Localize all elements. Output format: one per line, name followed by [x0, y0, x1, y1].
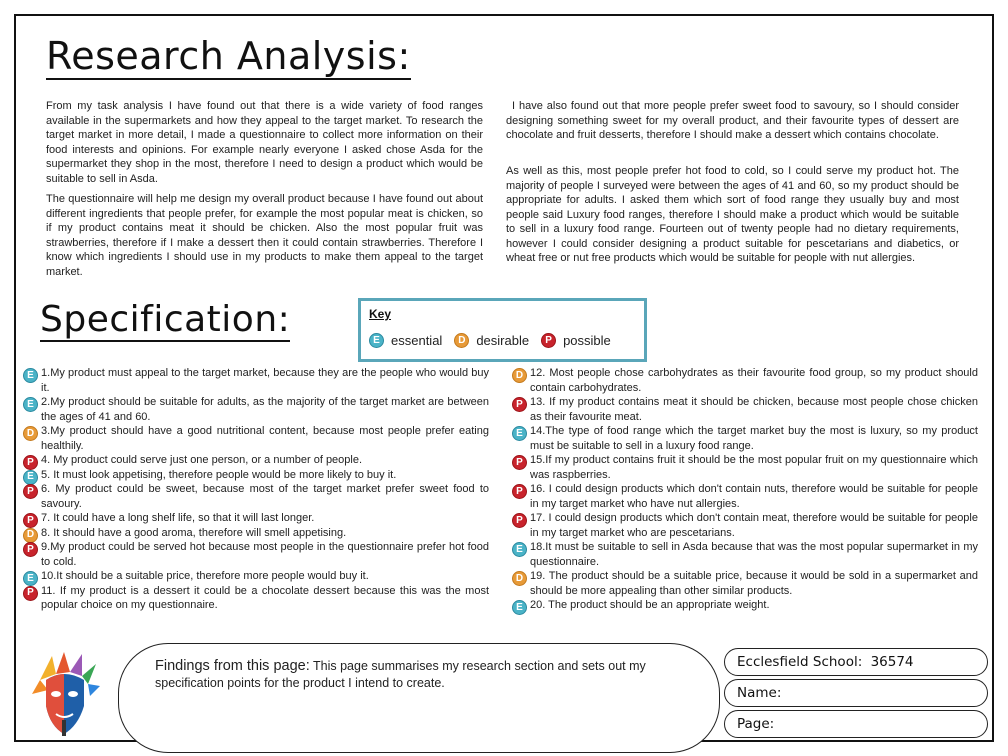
name-label: Name: [737, 685, 782, 701]
possible-badge-icon: P [23, 455, 38, 470]
spec-item-text: My product should have a good nutritional content, because most people prefer eating healthily. [41, 425, 489, 452]
spec-item-text: My product must appeal to the target market, because they are the people who would buy it. [41, 367, 489, 394]
essential-badge-icon: E [512, 542, 527, 557]
spec-item-text: The product should be an appropriate weight. [545, 599, 770, 611]
spec-item-number: 11. [41, 584, 56, 597]
findings-text-block [155, 658, 695, 692]
research-paragraph-3: I have also found out that more people prefer sweet food to savoury, so I should consider designing something sweet for my overall product, and their favourite types of dessert are chocolate and fruit desserts, therefore I should make a dessert which contains chocolate. [506, 100, 959, 141]
key-possible-label: possible [563, 333, 611, 348]
key-title: Key [369, 307, 392, 321]
spec-item [27, 366, 489, 395]
possible-badge-icon: P [23, 542, 38, 557]
spec-item-text: I could design products which don't contain meat, therefore would be suitable for people in my target market who are pescetarians. [530, 512, 978, 539]
spec-item-number: 17. [530, 512, 546, 524]
spec-item [27, 511, 489, 526]
spec-item [27, 468, 489, 483]
spec-item-text: It should have a good aroma, therefore will smell appetising. [50, 526, 347, 539]
spec-item-text: My product could serve just one person, or a number of people. [50, 454, 363, 466]
spec-item-text: It must be suitable to sell in Asda because that was the most popular supermarket in my questionnaire. [530, 541, 978, 568]
spec-item-text: My product could be served hot because most people in the questionnaire prefer hot food to cold. [41, 541, 489, 568]
spec-item-number: 13. [530, 396, 546, 408]
spec-item [27, 482, 489, 511]
spec-item [516, 540, 978, 569]
spec-item-number: 16. [530, 483, 546, 495]
essential-badge-icon: E [23, 571, 38, 586]
school-logo-icon [26, 650, 102, 738]
spec-item-number: 2. [41, 396, 51, 408]
possible-badge-icon: P [23, 484, 38, 499]
research-paragraph-4: As well as this, most people prefer hot food to cold, so I could serve my product hot. The majority of people I surveyed were between the ages of 41 and 60, so my product should be appropriate for adults. I asked them which sort of food range they usually buy and most people said Luxury food ranges, therefore I should make a product which would be suitable to sell in a luxury food range. Fourteen out of twenty people had no dietary requirements, however I could consider designing a product suitable for pescetarians and diabetics, or wheat free or nut free products which would be suitable for people with nut allergies. [506, 165, 959, 264]
essential-badge-icon: E [23, 470, 38, 485]
spec-item-text: My product could be sweet, because most of the target market prefer sweet food to savoury. [41, 483, 489, 510]
spec-item [516, 598, 978, 613]
possible-badge-icon: P [512, 513, 527, 528]
school-box [724, 648, 988, 676]
key-essential-label: essential [391, 333, 443, 348]
spec-item-text: If my product is a dessert it could be a chocolate dessert because this was the most popular choice on my questionnaire. [41, 584, 489, 611]
essential-badge-icon: E [23, 368, 38, 383]
spec-item [27, 540, 489, 569]
name-field[interactable] [724, 679, 988, 707]
key-desirable-label: desirable [476, 333, 530, 348]
possible-badge-icon: P [23, 586, 38, 601]
spec-item-number: 9. [41, 541, 51, 553]
spec-item-text: If my product contains meat it should be chicken, because most people chose chicken as their favourite meat. [530, 396, 978, 423]
desirable-badge-icon: D [454, 333, 469, 348]
spec-item-text: It could have a long shelf life, so that it will last longer. [50, 512, 315, 524]
spec-item [515, 569, 978, 598]
essential-badge-icon: E [369, 333, 384, 348]
page-field[interactable] [724, 710, 988, 738]
spec-item [27, 453, 489, 468]
essential-badge-icon: E [23, 397, 38, 412]
spec-item-number: 14. [530, 425, 546, 437]
essential-badge-icon: E [512, 600, 527, 615]
spec-item-number: 7. [41, 512, 51, 524]
findings-box [118, 643, 720, 753]
findings-heading: Findings from this page: [155, 658, 310, 674]
spec-item-number: 15. [530, 454, 546, 466]
possible-badge-icon: P [512, 455, 527, 470]
spec-item [27, 584, 489, 613]
desirable-badge-icon: D [512, 368, 527, 383]
page-label: Page: [737, 716, 775, 732]
possible-badge-icon: P [512, 484, 527, 499]
spec-item-number: 20. [530, 599, 546, 611]
research-title: Research Analysis: [46, 34, 411, 78]
spec-item-text: I could design products which don't contain nuts, therefore would be suitable for people in my target market who have nut allergies. [530, 483, 978, 510]
spec-item-number: 18. [530, 541, 546, 553]
possible-badge-icon: P [541, 333, 556, 348]
possible-badge-icon: P [23, 513, 38, 528]
spec-item [516, 395, 978, 424]
spec-item-text: It should be a suitable price, therefore more people would buy it. [56, 570, 369, 582]
spec-item-number: 8. [41, 526, 51, 539]
spec-item [516, 453, 978, 482]
possible-badge-icon: P [512, 397, 527, 412]
spec-item-text: Most people chose carbohydrates as their favourite food group, so my product should contain carbohydrates. [530, 367, 978, 394]
research-paragraph-1: From my task analysis I have found out that there is a wide variety of food ranges available in the supermarkets and how they appeal to the target market. To research the target market in more detail, I made a questionnaire to collect more information on their food interests and opinions. For example nearly everyone I asked chose Asda for the supermarket they shop in the most, therefore I need to design a product which would be suitable to sell in Asda. [46, 100, 483, 185]
spec-item [26, 424, 489, 453]
specification-title: Specification: [40, 299, 291, 340]
spec-item [516, 511, 978, 540]
school-label: Ecclesfield School: [737, 654, 863, 670]
spec-item-number: 5. [41, 468, 51, 481]
spec-item [27, 569, 489, 584]
specification-list-right [515, 366, 978, 613]
spec-item-number: 1. [41, 367, 51, 379]
spec-item [26, 526, 489, 541]
desirable-badge-icon: D [23, 528, 38, 543]
research-paragraph-2: The questionnaire will help me design my overall product because I have found out about different ingredients that people prefer, for example the most popular meat is chicken, so if my product contains meat it should be chicken. Also the most popular fruit was strawberries, therefore if I make a dessert then it could contain strawberries. Therefore I know which ingredients I should use in my products to make them appeal to the target market. [46, 193, 483, 278]
spec-item-number: 10. [41, 570, 57, 582]
spec-item-number: 4. [41, 454, 51, 466]
key-box [358, 298, 647, 362]
spec-item [515, 366, 978, 395]
specification-list-left [26, 366, 489, 613]
spec-item-text: My product should be suitable for adults, as the majority of the target market are between the ages of 41 and 60. [41, 396, 489, 423]
desirable-badge-icon: D [512, 571, 527, 586]
essential-badge-icon: E [512, 426, 527, 441]
spec-item-number: 3. [41, 425, 51, 437]
spec-item [516, 424, 978, 453]
findings-summary: This page summarises my research section and sets out my specification points for the product I intend to create. [155, 659, 646, 690]
spec-item-text: It must look appetising, therefore people would be more likely to buy it. [50, 468, 397, 481]
desirable-badge-icon: D [23, 426, 38, 441]
spec-item [27, 395, 489, 424]
school-number: 36574 [870, 654, 914, 670]
spec-item-number: 19. [530, 570, 546, 582]
spec-item-text: The type of food range which the target market buy the most is luxury, so my product must be suitable to sell in a luxury food range. [530, 425, 978, 452]
spec-item-number: 12. [530, 367, 546, 379]
spec-item [516, 482, 978, 511]
spec-item-text: If my product contains fruit it should be the most popular fruit on my questionnaire which was raspberries. [530, 454, 978, 481]
spec-item-number: 6. [41, 483, 51, 495]
spec-item-text: The product should be a suitable price, because it would be sold in a supermarket and should be more appealing than other similar products. [530, 570, 978, 597]
key-row [369, 333, 623, 348]
